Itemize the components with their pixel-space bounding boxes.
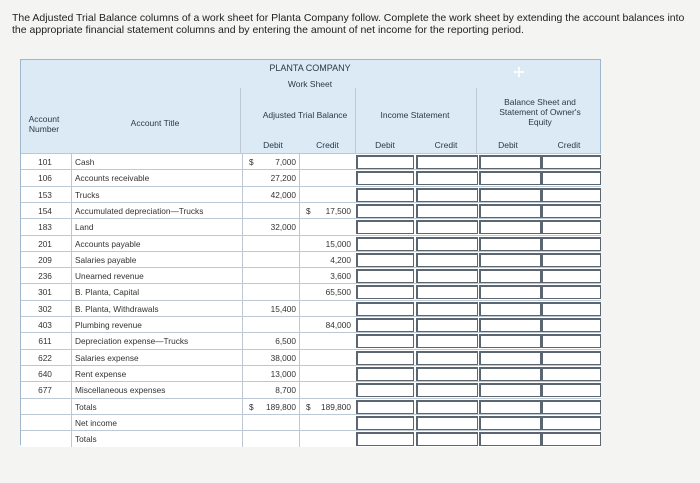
account-number: 611 [38,336,52,347]
atb-debit-dollar [249,366,257,382]
account-number: 201 [38,238,52,249]
is-credit-input[interactable] [416,400,478,414]
atb-credit-value [314,219,354,235]
is-debit-input[interactable] [356,302,414,316]
atb-credit-value [314,170,354,186]
company-name: PLANTA COMPANY [269,63,351,73]
atb-credit-value: 189,800 [321,401,351,412]
bs-credit-input[interactable] [541,220,601,234]
table-row [21,218,601,235]
atb-debit-value [257,252,299,268]
is-debit-input[interactable] [356,188,414,202]
bs-debit-input[interactable] [479,302,541,316]
is-credit-input[interactable] [416,237,478,251]
bs-debit-input[interactable] [479,285,541,299]
is-debit-input[interactable] [356,334,414,348]
table-row [21,153,601,170]
table-row [21,365,601,382]
bs-credit-input[interactable] [541,269,601,283]
atb-credit-value [314,431,354,447]
table-row [21,381,601,398]
bs-debit-input[interactable] [479,351,541,365]
is-debit-input[interactable] [356,220,414,234]
account-title: Cash [71,154,250,170]
adjusted-trial-balance-header: Adjusted Trial Balance [262,110,348,120]
atb-debit-value: 15,400 [270,303,296,314]
atb-credit-value [314,415,354,431]
bs-credit-input[interactable] [541,318,601,332]
bs-debit-input[interactable] [479,188,541,202]
account-title: Unearned revenue [71,268,250,284]
account-title: Totals [71,431,250,447]
is-debit-input[interactable] [356,416,414,430]
is-debit-input[interactable] [356,400,414,414]
is-credit-input[interactable] [416,334,478,348]
table-row [21,267,601,284]
bs-debit-input[interactable] [479,220,541,234]
table-row [21,251,601,268]
bs-credit-header: Credit [557,140,581,150]
account-title: Net income [71,415,250,431]
is-credit-input[interactable] [416,367,478,381]
is-credit-input[interactable] [416,269,478,283]
bs-debit-input[interactable] [479,367,541,381]
atb-debit-value [257,203,299,219]
atb-credit-value [314,301,354,317]
bs-debit-input[interactable] [479,237,541,251]
bs-credit-input[interactable] [541,400,601,414]
is-debit-input[interactable] [356,171,414,185]
bs-debit-header: Debit [498,140,518,150]
account-title: Salaries expense [71,350,250,366]
atb-debit-value: 42,000 [270,189,296,200]
is-credit-input[interactable] [416,204,478,218]
is-debit-input[interactable] [356,269,414,283]
atb-credit-dollar [306,350,314,366]
is-debit-input[interactable] [356,383,414,397]
atb-credit-dollar [306,268,314,284]
is-credit-input[interactable] [416,285,478,299]
atb-debit-dollar [249,431,257,447]
atb-debit-value: 38,000 [270,352,296,363]
atb-credit-value [314,187,354,203]
bs-credit-input[interactable] [541,188,601,202]
is-debit-input[interactable] [356,253,414,267]
atb-debit-value: 27,200 [270,173,296,184]
is-debit-input[interactable] [356,155,414,169]
atb-credit-dollar: $ [306,205,311,216]
is-credit-input[interactable] [416,383,478,397]
atb-debit-value: 8,700 [275,385,296,396]
is-credit-input[interactable] [416,220,478,234]
is-debit-input[interactable] [356,351,414,365]
worksheet-subtitle: Work Sheet [287,79,333,89]
bs-credit-input[interactable] [541,237,601,251]
bs-credit-input[interactable] [541,334,601,348]
atb-credit-dollar [306,415,314,431]
atb-credit-value: 4,200 [330,254,351,265]
is-credit-input[interactable] [416,351,478,365]
bs-debit-input[interactable] [479,204,541,218]
table-row [21,186,601,203]
bs-credit-input[interactable] [541,171,601,185]
atb-debit-dollar [249,203,257,219]
bs-debit-input[interactable] [479,318,541,332]
table-row [21,202,601,219]
table-row [21,430,601,447]
atb-debit-value: 13,000 [270,368,296,379]
account-number: 622 [38,352,52,363]
atb-debit-dollar [249,252,257,268]
account-number: 301 [38,287,52,298]
account-number: 403 [38,320,52,330]
atb-debit-dollar: $ [249,157,254,167]
atb-credit-dollar [306,154,314,170]
income-statement-header: Income Statement [380,110,450,120]
bs-credit-input[interactable] [541,351,601,365]
atb-debit-dollar [249,317,257,333]
atb-debit-value: 6,500 [275,336,296,347]
move-icon[interactable] [513,66,525,78]
atb-credit-value [314,333,354,349]
bs-debit-input[interactable] [479,155,541,169]
bs-debit-input[interactable] [479,334,541,348]
account-number: 106 [38,173,52,184]
account-title: B. Planta, Withdrawals [71,301,250,317]
atb-debit-dollar [249,170,257,186]
atb-credit-value: 84,000 [325,320,351,330]
bs-credit-input[interactable] [541,155,601,169]
account-number: 302 [38,303,52,314]
atb-debit-dollar [249,301,257,317]
is-debit-input[interactable] [356,204,414,218]
atb-debit-value: 7,000 [275,157,296,167]
is-debit-input[interactable] [356,367,414,381]
atb-debit-dollar: $ [249,401,254,412]
table-row [21,283,601,300]
bs-credit-input[interactable] [541,383,601,397]
account-title: Accounts receivable [71,170,250,186]
is-debit-input[interactable] [356,237,414,251]
atb-debit-dollar [249,350,257,366]
bs-debit-input[interactable] [479,253,541,267]
atb-debit-value: 32,000 [270,222,296,233]
table-row [21,300,601,317]
account-number [25,431,65,447]
atb-credit-header: Credit [316,140,339,150]
account-number [25,399,65,415]
is-debit-input[interactable] [356,318,414,332]
atb-debit-dollar [249,219,257,235]
is-credit-input[interactable] [416,318,478,332]
atb-debit-value [257,431,299,447]
atb-debit-dollar [249,382,257,398]
account-title: Salaries payable [71,252,250,268]
atb-debit-dollar [249,333,257,349]
account-number: 640 [38,368,52,379]
atb-credit-value: 17,500 [325,205,351,216]
account-title: Rent expense [71,366,250,382]
bs-credit-input[interactable] [541,204,601,218]
table-row [21,169,601,186]
atb-credit-dollar: $ [306,401,311,412]
account-title: Accumulated depreciation—Trucks [71,203,250,219]
atb-credit-dollar [306,187,314,203]
account-number-header: Account Number [28,114,60,134]
bs-debit-input[interactable] [479,269,541,283]
atb-credit-dollar [306,219,314,235]
is-debit-header: Debit [375,140,395,150]
bs-credit-input[interactable] [541,285,601,299]
atb-credit-value [314,382,354,398]
account-number: 101 [38,157,52,167]
atb-credit-dollar [306,317,314,333]
is-credit-input[interactable] [416,171,478,185]
bs-credit-input[interactable] [541,367,601,381]
is-debit-input[interactable] [356,285,414,299]
account-title: Totals [71,399,250,415]
table-row [21,332,601,349]
account-number: 153 [38,189,52,200]
atb-debit-dollar [249,284,257,300]
atb-debit-dollar [249,415,257,431]
account-title: Miscellaneous expenses [71,382,250,398]
atb-credit-dollar [306,301,314,317]
account-number: 236 [38,271,52,282]
is-debit-input[interactable] [356,432,414,446]
is-credit-input[interactable] [416,155,478,169]
atb-debit-value [257,284,299,300]
atb-credit-value: 3,600 [330,271,351,282]
is-credit-input[interactable] [416,253,478,267]
atb-debit-dollar [249,187,257,203]
bs-debit-input[interactable] [479,383,541,397]
atb-credit-dollar [306,366,314,382]
is-credit-input[interactable] [416,302,478,316]
atb-credit-dollar [306,333,314,349]
is-credit-header: Credit [434,140,458,150]
account-number: 154 [38,205,52,216]
account-title: Accounts payable [71,236,250,252]
atb-credit-dollar [306,382,314,398]
is-credit-input[interactable] [416,188,478,202]
is-credit-input[interactable] [416,432,478,446]
atb-debit-value [257,268,299,284]
bs-credit-input[interactable] [541,432,601,446]
bs-credit-input[interactable] [541,416,601,430]
atb-credit-dollar [306,252,314,268]
bs-credit-input[interactable] [541,253,601,267]
bs-debit-input[interactable] [479,400,541,414]
atb-debit-value [257,415,299,431]
account-title: Plumbing revenue [71,317,250,333]
atb-credit-dollar [306,236,314,252]
balance-sheet-header: Balance Sheet and Statement of Owner's Equity [499,97,581,127]
bs-debit-input[interactable] [479,432,541,446]
table-row [21,316,601,333]
table-row [21,235,601,252]
account-number: 677 [38,385,52,396]
account-title: Trucks [71,187,250,203]
atb-credit-dollar [306,170,314,186]
table-row [21,398,601,415]
table-row [21,349,601,366]
account-title: B. Planta, Capital [71,284,250,300]
account-title: Land [71,219,250,235]
account-number: 183 [38,222,52,233]
atb-debit-value [257,236,299,252]
account-number: 209 [38,254,52,265]
bs-debit-input[interactable] [479,416,541,430]
atb-debit-dollar [249,268,257,284]
account-title-header: Account Title [130,118,180,128]
instructions-text: The Adjusted Trial Balance columns of a work sheet for Planta Company follow. Complete the work sheet by extending the account balances into the appropriate financial statement columns and by entering the amount of net income for the reporting period. [12,12,685,36]
atb-debit-dollar [249,236,257,252]
bs-credit-input[interactable] [541,302,601,316]
atb-credit-dollar [306,431,314,447]
atb-credit-value [314,366,354,382]
account-title: Depreciation expense—Trucks [71,333,250,349]
atb-credit-dollar [306,284,314,300]
bs-debit-input[interactable] [479,171,541,185]
atb-debit-value [257,317,299,333]
atb-credit-value [314,154,354,170]
atb-credit-value: 15,000 [325,238,351,249]
atb-credit-value [314,350,354,366]
atb-debit-header: Debit [263,140,283,150]
account-number [25,415,65,431]
atb-credit-value: 65,500 [325,287,351,298]
is-credit-input[interactable] [416,416,478,430]
table-row [21,414,601,431]
atb-debit-value: 189,800 [266,401,296,412]
